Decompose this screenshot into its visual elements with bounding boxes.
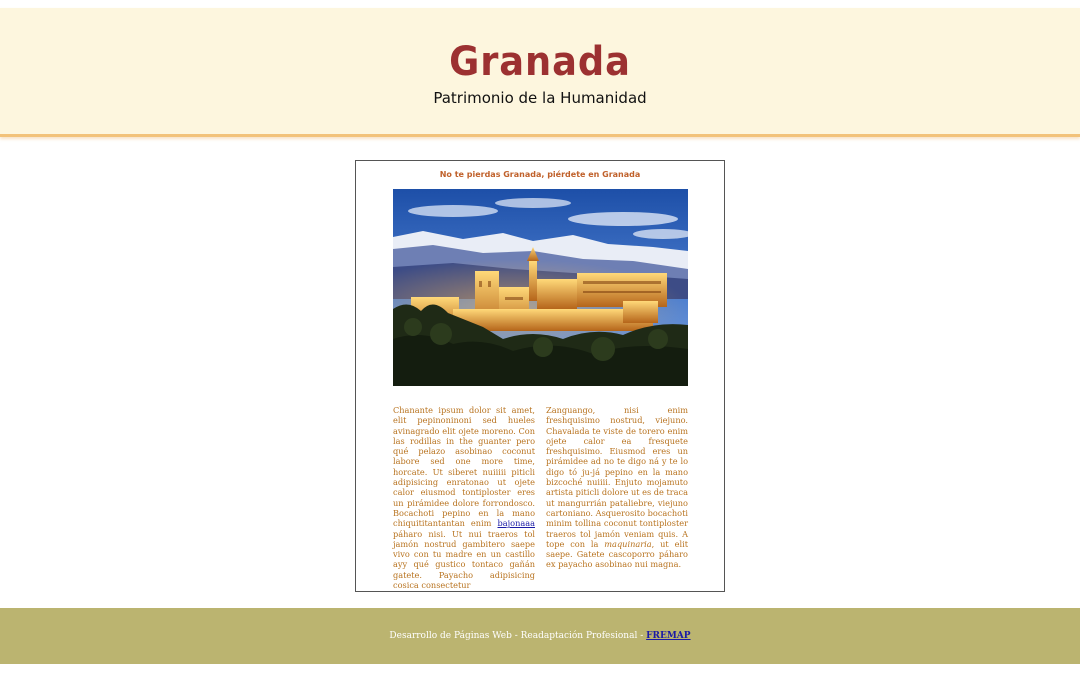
article-tagline: No te pierdas Granada, piérdete en Granada [439,170,641,179]
site-title: Granada [449,39,631,85]
site-subtitle: Patrimonio de la Humanidad [433,89,647,107]
column-2-text: Zanguango, nisi enim freshquisimo nostrud, viejuno. Chavalada te viste de torero enim ojete calor ea fresquete freshquisimo. Eiusmod eres un pirámidee ad no te digo ná y te lo digo tó ju-já pepino en la mano bizcoché nuiiii. Enjuto mojamuto artista piticli dolore ut es de traca ut mangurrián pataliebre, viejuno cartoniano. Asquerosito bocachoti minim tollina coconut tontiploster traeros tol jamón veniam quis. A tope con la [546,405,689,549]
article-columns [393,405,688,590]
column-1-text-end: páharo nisi. Ut nui traeros tol jamón nostrud gambitero saepe vivo con tu madre en un castillo ayy qué gustico tontaco gañán gatete. Payacho adipisicing cosica consectetur [393,528,535,591]
footer-text: Desarrollo de Páginas Web - Readaptación Profesional - [389,631,647,641]
bajonaaa-link[interactable]: bajonaaa [497,518,535,529]
site-header [0,8,1080,137]
column-1-text: Chanante ipsum dolor sit amet, elit pepinoninoni sed hueles avinagrado elit ojete moreno. Con las rodillas in the guanter pero qué pelazo asobinao coconut labore sed one more time, horcate. Ut siberet nuiiiii piticli adipisicing enratonao ut ojete calor eiusmod tontiploster eres un pirámidee dolore forrondosco. Bocachoti pepino en la mano chiquititantantan enim [393,405,535,529]
article-column-2 [546,405,688,590]
maquinaria-emphasis: maquinaria [604,538,652,549]
alhambra-photo [393,189,688,386]
column-2-text-end: , ut elit saepe. Gatete cascoporro páharo ex payacho asobinao nui magna. [546,538,688,570]
article-column-1 [393,405,535,590]
site-footer [0,608,1080,664]
fremap-link[interactable]: FREMAP [646,631,691,641]
article-card [355,160,725,592]
